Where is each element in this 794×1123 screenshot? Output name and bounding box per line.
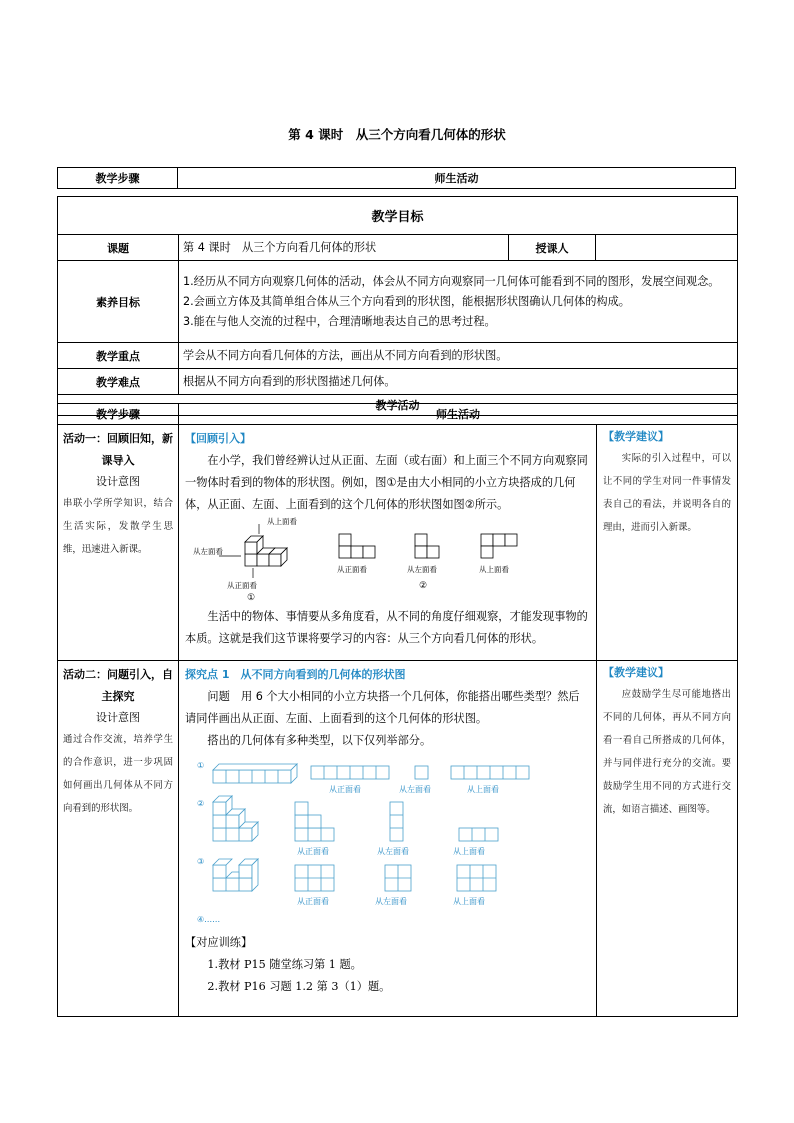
activity2-section: 探究点 1 从不同方向看到的几何体的形状图: [185, 668, 406, 681]
activity2-suggestion-cell: [597, 661, 738, 1017]
view-cell: [363, 546, 375, 558]
activity2-suggestion-text: 应鼓励学生尽可能地搭出不同的几何体，再从不同方向看一看自己所搭成的几何体，并与同伴进行充分的交流。要鼓励学生用不同的方式进行交流，如语言描述、画图等。: [603, 689, 731, 815]
view-top-label: 从上面看: [479, 565, 509, 574]
activity1-figure: [193, 516, 597, 606]
solid-front: [213, 828, 252, 841]
literacy-item: 1.经历从不同方向观察几何体的活动，体会从不同方向观察同一几何体可能看到不同的图形，发展空间观念。: [183, 274, 720, 288]
row3-left-label: 从左面看: [375, 897, 407, 906]
literacy-label: 素养目标: [58, 261, 179, 343]
view-top-2: [459, 828, 498, 841]
row2-left-label: 从左面看: [377, 847, 409, 856]
activities-col-activities: 师生活动: [179, 404, 738, 425]
figure-number-1: ①: [247, 593, 256, 603]
row2-front-label: 从正面看: [297, 847, 329, 856]
activity1-suggestion-text: 实际的引入过程中，可以让不同的学生对同一件事情发表自己的看法，并说明各自的理由，进而引入新课。: [603, 453, 731, 533]
activity1-para1: 在小学，我们曾经辨认过从正面、左面（或右面）和上面三个不同方向观察同一物体时看到的物体的形状图。例如，图①是由大小相同的小立方块搭成的几何体，从正面、左面、上面看到的这个几何体的形状图如图②所示。: [185, 454, 588, 511]
view-front-2: [295, 828, 334, 841]
key-value: 学会从不同方向看几何体的方法，画出从不同方向看到的形状图。: [179, 343, 738, 369]
activity2-steps-cell: [58, 661, 179, 1017]
practice-title: 【对应训练】: [185, 936, 253, 949]
view-left-1: [415, 766, 428, 779]
activities-table: [57, 403, 738, 1017]
lesson-label: 课题: [58, 235, 179, 261]
view-left-2: [390, 802, 403, 841]
literacy-item: 2.会画立方体及其简单组合体从三个方向看到的形状图，能根据形状图确认几何体的构成。: [183, 294, 630, 308]
practice-item: 2.教材 P16 习题 1.2 第 3（1）题。: [207, 980, 391, 993]
view-left-label: 从左面看: [407, 565, 437, 574]
teacher-value[interactable]: [596, 235, 738, 261]
label-from-left: 从左面看: [193, 547, 223, 556]
view-cell: [505, 534, 517, 546]
row-number: ②: [197, 799, 205, 808]
cube-face: [257, 554, 269, 566]
cube-face: [269, 554, 281, 566]
row3-front-label: 从正面看: [297, 897, 329, 906]
activity2-answer: 搭出的几何体有多种类型，以下仅列举部分。: [207, 734, 432, 747]
header-activities: 师生活动: [178, 168, 736, 189]
view-cell: [481, 534, 493, 546]
activity2-title: 活动二：问题引入，自主探究: [63, 668, 173, 703]
solid-top: [213, 764, 297, 770]
row2-top-label: 从上面看: [453, 847, 485, 856]
view-cell: [339, 546, 351, 558]
view-front-label: 从正面看: [337, 565, 367, 574]
activity1-section: 【回顾引入】: [185, 432, 251, 445]
view-cell: [415, 534, 427, 546]
header-steps: 教学步骤: [58, 168, 178, 189]
difficult-value: 根据从不同方向看到的形状图描述几何体。: [179, 369, 738, 395]
row1-top-label: 从上面看: [467, 785, 499, 794]
view-cell: [351, 546, 363, 558]
activity1-title: 活动一：回顾旧知，新课导入: [63, 432, 173, 467]
cube-face: [245, 554, 257, 566]
goals-heading: 教学目标: [58, 197, 738, 235]
literacy-item: 3.能在与他人交流的过程中，合理清晰地表达自己的思考过程。: [183, 314, 496, 328]
more-examples: ④……: [197, 915, 221, 924]
solid-front: [213, 878, 252, 891]
figure-number-2: ②: [419, 581, 428, 591]
activity1-suggestion-cell: [597, 425, 738, 661]
view-cell: [481, 546, 493, 558]
label-from-top: 从上面看: [267, 517, 297, 526]
label-from-front: 从正面看: [227, 581, 257, 590]
activity1-design-text: 串联小学所学知识，结合生活实际，发散学生思维，迅速进入新课。: [63, 498, 173, 555]
activity2-design-text: 通过合作交流，培养学生的合作意识，进一步巩固如何画出几何体从不同方向看到的形状图。: [63, 734, 173, 814]
activity1-suggestion-title: 【教学建议】: [603, 430, 669, 443]
activity1-design-label: 设计意图: [96, 475, 140, 488]
literacy-goals: [179, 261, 738, 343]
activity1-content-cell: [179, 425, 597, 661]
activities-col-steps: 教学步骤: [58, 404, 179, 425]
activity1-para2: 生活中的物体、事情要从多角度看，从不同的角度仔细观察，才能发现事物的本质。这就是我们这节课将要学习的内容：从三个方向看几何体的形状。: [185, 610, 588, 645]
view-cell: [493, 534, 505, 546]
goals-table: [57, 196, 738, 416]
steps-header-table: [57, 167, 736, 189]
practice-item: 1.教材 P15 随堂练习第 1 题。: [207, 958, 362, 971]
view-cell: [339, 534, 351, 546]
activities-heading: 教学活动: [58, 395, 738, 416]
key-label: 教学重点: [58, 343, 179, 369]
activity2-content-cell: [179, 661, 597, 1017]
view-cell: [415, 546, 427, 558]
activity2-question: 问题 用 6 个大小相同的小立方块搭一个几何体，你能搭出哪些类型？然后请同伴画出从正面、左面、上面看到的这个几何体的形状图。: [185, 690, 580, 725]
activity2-figure: [185, 756, 585, 926]
view-cell: [427, 546, 439, 558]
activity2-suggestion-title: 【教学建议】: [603, 666, 669, 679]
row-number: ①: [197, 761, 205, 770]
difficult-label: 教学难点: [58, 369, 179, 395]
activity2-design-label: 设计意图: [96, 711, 140, 724]
row1-left-label: 从左面看: [399, 785, 431, 794]
teacher-label: 授课人: [509, 235, 596, 261]
cube-face: [245, 542, 257, 554]
activity1-steps-cell: [58, 425, 179, 661]
row3-top-label: 从上面看: [453, 897, 485, 906]
page-title: 第 4 课时 从三个方向看几何体的形状: [288, 127, 506, 142]
row-number: ③: [197, 857, 205, 866]
lesson-value: 第 4 课时 从三个方向看几何体的形状: [179, 235, 509, 261]
row1-front-label: 从正面看: [329, 785, 361, 794]
